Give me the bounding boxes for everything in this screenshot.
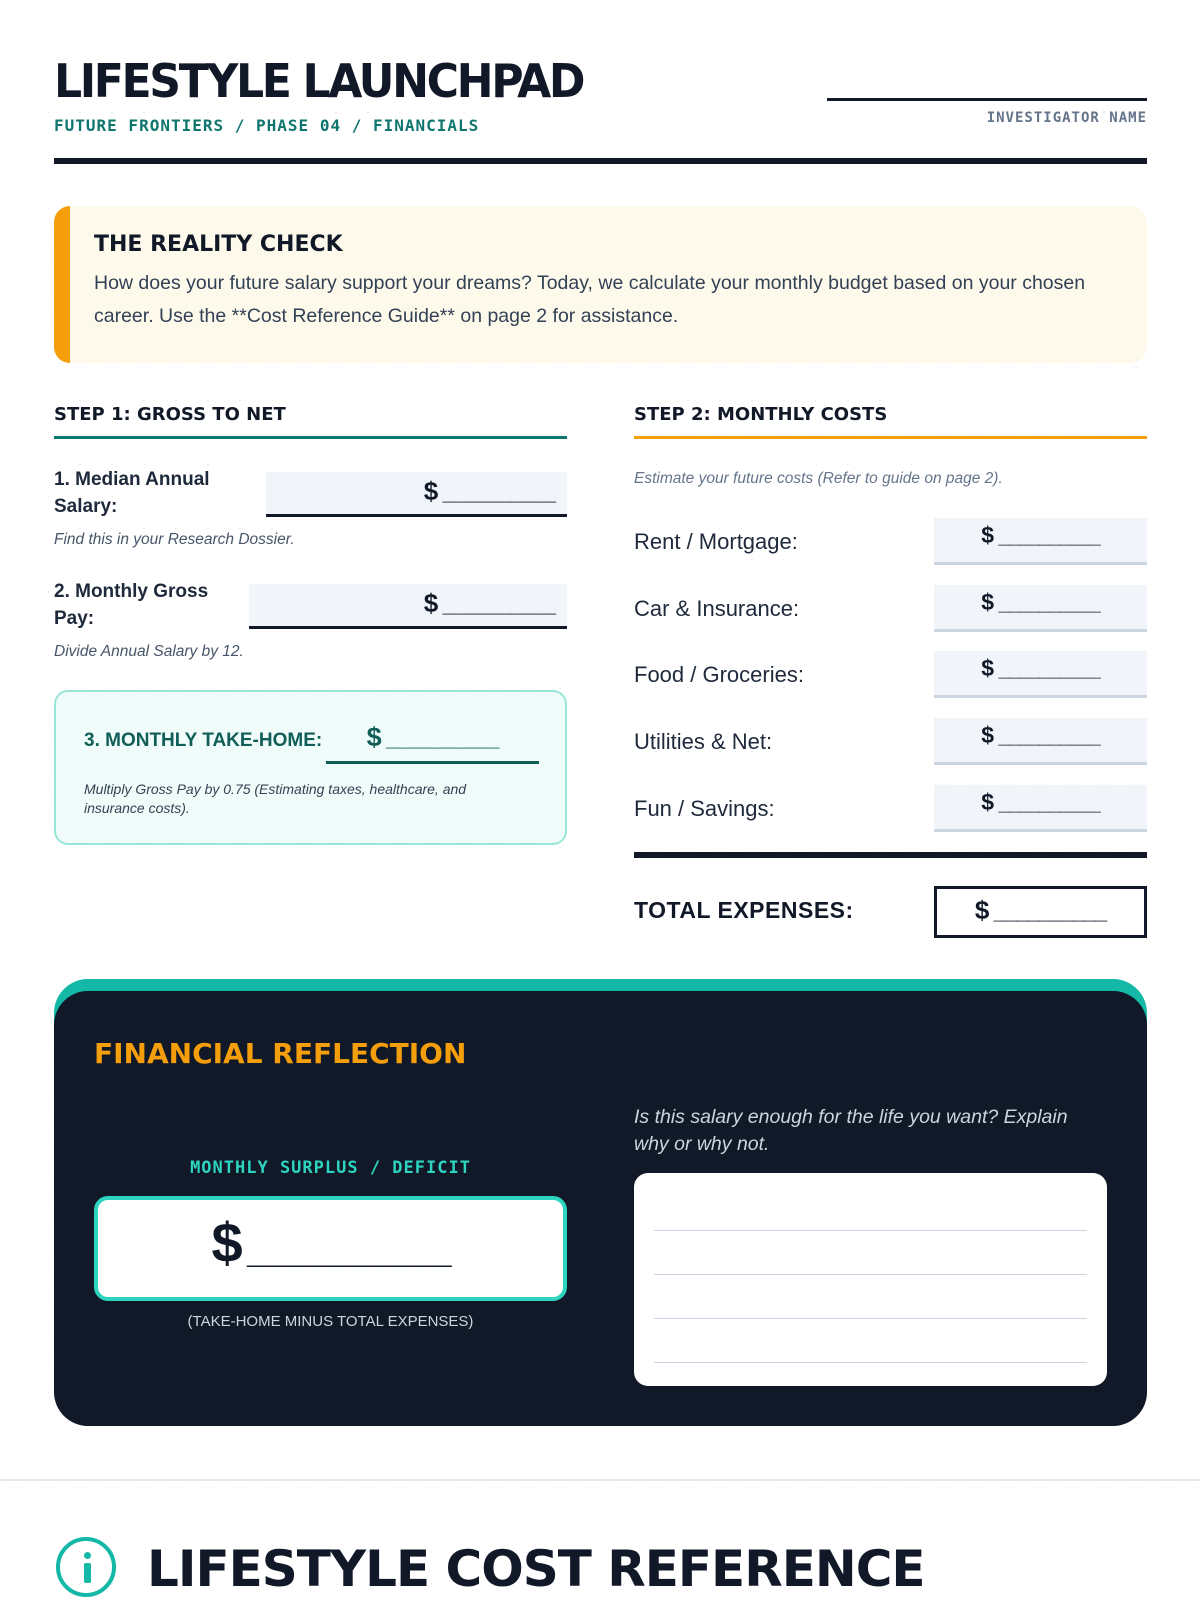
cost-label-food: Food / Groceries: [634, 662, 804, 687]
surplus-note: (TAKE-HOME MINUS TOTAL EXPENSES) [187, 1313, 474, 1330]
cost-label-utilities: Utilities & Net: [634, 729, 773, 754]
takehome-hint: Multiply Gross Pay by 0.75 (Estimating taxes, healthcare, and insurance costs). [84, 781, 467, 816]
blank-line: __________ [442, 592, 555, 617]
dollar-sign: $ [981, 522, 995, 548]
dollar-sign: $ [981, 655, 995, 681]
page-title: LIFESTYLE LAUNCHPAD [54, 54, 584, 108]
cost-input-food[interactable] [934, 651, 1147, 698]
blank-line: __________ [442, 480, 555, 505]
header-divider [54, 158, 1147, 164]
gross-pay-input[interactable] [249, 584, 567, 629]
dollar-sign: $ [211, 1211, 243, 1274]
gross-pay-hint: Divide Annual Salary by 12. [54, 643, 244, 660]
page-break-divider [0, 1479, 1200, 1481]
info-icon-dot [84, 1552, 91, 1559]
financial-reflection-panel [54, 991, 1147, 1426]
total-expenses-input[interactable] [934, 886, 1147, 938]
callout-text: How does your future salary support your dreams? Today, we calculate your monthly budget based on your chosen career. Use the **Cost Reference Guide** on page 2 for assistance. [94, 272, 1086, 327]
surplus-label: MONTHLY SURPLUS / DEFICIT [190, 1158, 471, 1178]
blank-line: __________ [998, 593, 1100, 615]
reflection-answer-box[interactable] [634, 1173, 1107, 1386]
reflection-prompt: Is this salary enough for the life you want? Explain why or why not. [634, 1106, 1068, 1155]
cost-label-rent: Rent / Mortgage: [634, 529, 798, 554]
answer-line [654, 1318, 1087, 1319]
investigator-name-label: INVESTIGATOR NAME [986, 110, 1147, 126]
cost-input-fun[interactable] [934, 785, 1147, 832]
answer-line [654, 1230, 1087, 1231]
step1-heading: STEP 1: GROSS TO NET [54, 404, 286, 425]
dollar-sign: $ [981, 722, 995, 748]
blank-line: __________ [998, 726, 1100, 748]
blank-line: __________ [247, 1227, 450, 1271]
dollar-sign: $ [423, 476, 439, 506]
blank-line: __________ [386, 726, 499, 751]
blank-line: __________ [998, 526, 1100, 548]
reality-check-callout [54, 206, 1147, 363]
takehome-input[interactable] [326, 714, 539, 764]
step2-heading: STEP 2: MONTHLY COSTS [634, 404, 888, 425]
cost-label-car: Car & Insurance: [634, 596, 800, 621]
dollar-sign: $ [423, 588, 439, 618]
blank-line: __________ [993, 899, 1107, 924]
step2-rule [634, 436, 1147, 439]
step1-rule [54, 436, 567, 439]
page-subtitle: FUTURE FRONTIERS / PHASE 04 / FINANCIALS [54, 116, 480, 135]
total-divider [634, 852, 1147, 858]
cost-input-car[interactable] [934, 585, 1147, 632]
callout-title: THE REALITY CHECK [94, 232, 343, 257]
answer-line [654, 1362, 1087, 1363]
answer-line [654, 1274, 1087, 1275]
reflection-title: FINANCIAL REFLECTION [94, 1037, 467, 1070]
takehome-label: 3. MONTHLY TAKE-HOME: [84, 730, 323, 751]
cost-reference-title: LIFESTYLE COST REFERENCE [147, 1540, 925, 1598]
total-expenses-label: TOTAL EXPENSES: [634, 897, 854, 923]
cost-label-fun: Fun / Savings: [634, 796, 775, 821]
salary-hint: Find this in your Research Dossier. [54, 531, 295, 548]
blank-line: __________ [998, 793, 1100, 815]
costs-intro: Estimate your future costs (Refer to guide on page 2). [634, 470, 1003, 487]
dollar-sign: $ [366, 722, 382, 752]
salary-input[interactable] [266, 472, 567, 517]
salary-label: 1. Median Annual Salary: [54, 469, 210, 517]
cost-input-rent[interactable] [934, 518, 1147, 565]
gross-pay-label: 2. Monthly Gross Pay: [54, 581, 209, 629]
investigator-name-field[interactable] [827, 98, 1147, 101]
dollar-sign: $ [981, 589, 995, 615]
info-icon [56, 1537, 116, 1597]
info-icon-stem [84, 1563, 91, 1583]
dollar-sign: $ [981, 789, 995, 815]
dollar-sign: $ [974, 895, 990, 925]
cost-input-utilities[interactable] [934, 718, 1147, 765]
takehome-card [54, 690, 567, 845]
blank-line: __________ [998, 659, 1100, 681]
surplus-input[interactable] [94, 1196, 567, 1301]
